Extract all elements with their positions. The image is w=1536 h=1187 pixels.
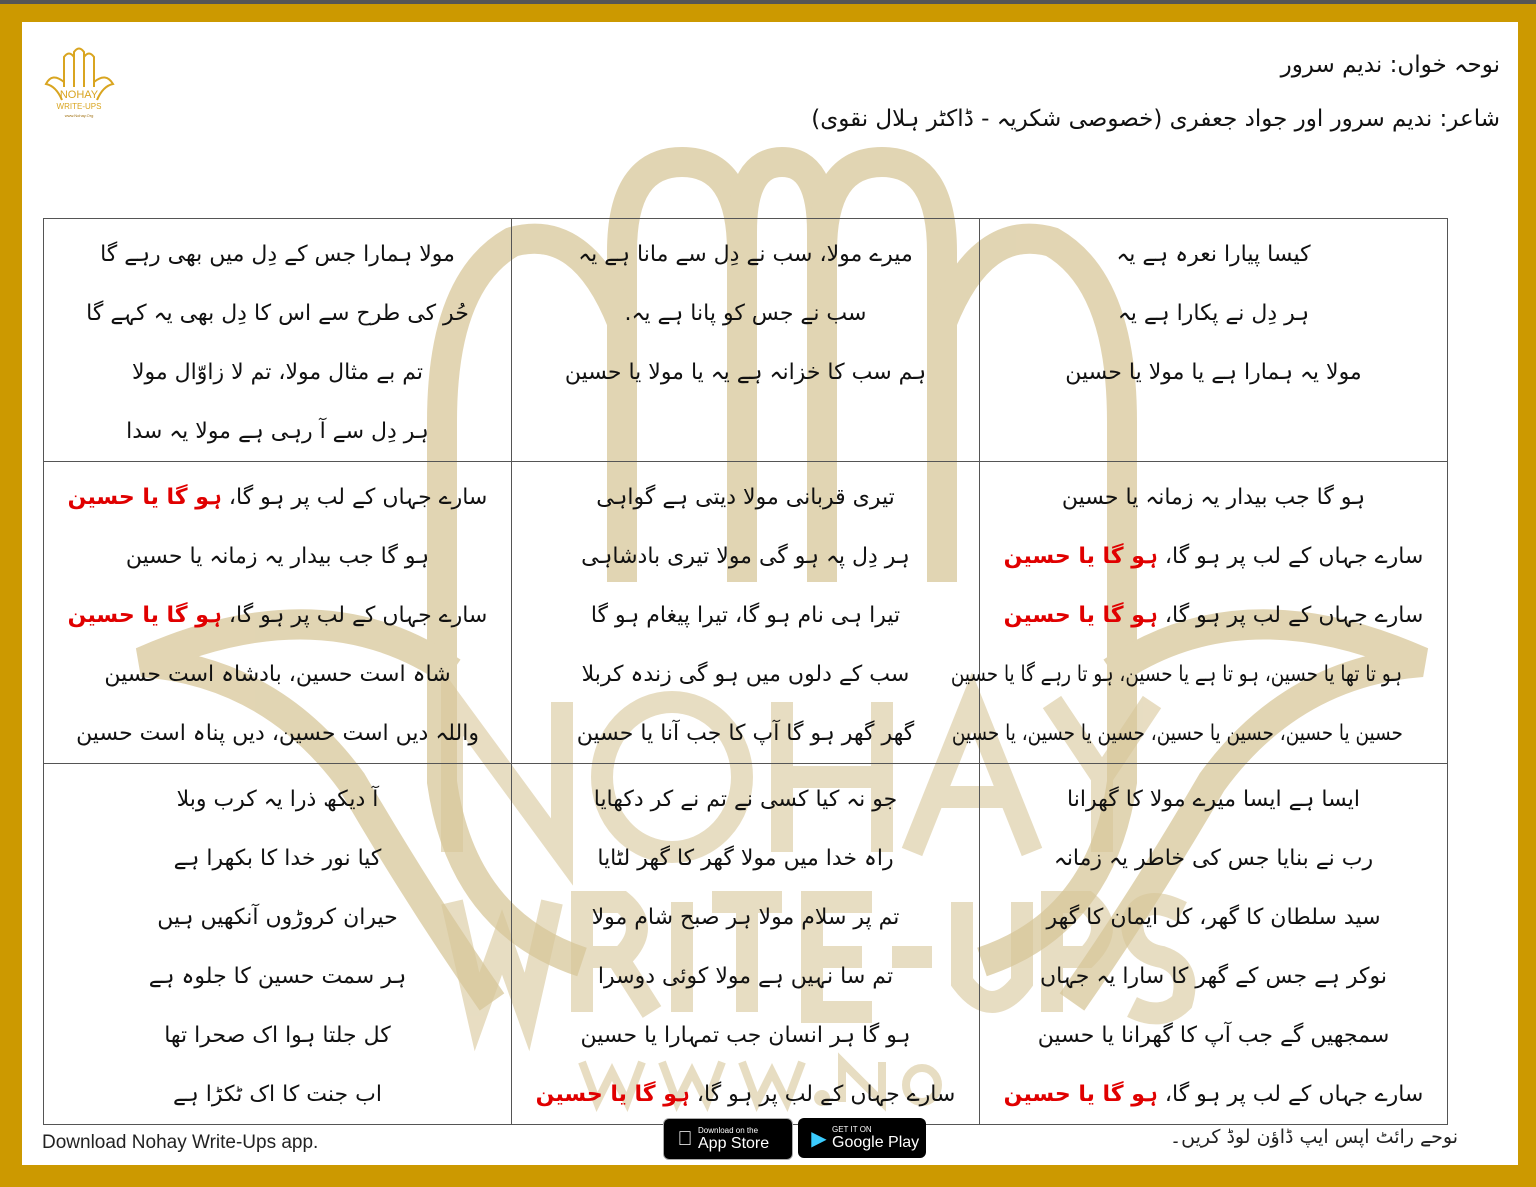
lyric-line <box>512 343 979 402</box>
stanza-cell <box>44 462 512 764</box>
lyric-line <box>512 645 979 704</box>
lyric-line <box>512 225 979 284</box>
lyric-text: حُر کی طرح سے اس کا دِل بھی یہ کہے گا <box>86 301 469 326</box>
app-store-button[interactable]: Download on the App Store <box>663 1118 793 1160</box>
table-row <box>44 219 1448 462</box>
lyric-text: تیرا ہی نام ہو گا، تیرا پیغام ہو گا <box>590 603 901 628</box>
lyric-line <box>512 770 979 829</box>
lyric-text: مولا ہمارا جس کے دِل میں بھی رہے گا <box>100 242 455 267</box>
lyric-line <box>44 225 511 284</box>
lyric-text: ایسا ہے ایسا میرے مولا کا گھرانا <box>1067 787 1360 812</box>
lyric-text: حسین یا حسین، حسین یا حسین، حسین یا حسین، یا حسین <box>952 721 1404 746</box>
lyric-line <box>512 527 979 586</box>
stanza-cell <box>512 764 980 1125</box>
lyric-line <box>44 1065 511 1124</box>
stanza-cell <box>980 764 1448 1125</box>
lyric-text: ہر دِل نے پکارا ہے یہ <box>1117 301 1310 326</box>
lyric-text: سب کے دلوں میں ہو گی زندہ کربلا <box>581 662 910 687</box>
lyric-text: سارے جہاں کے لب پر ہو گا، <box>1157 1082 1424 1107</box>
lyric-line <box>512 829 979 888</box>
lyric-text: کیسا پیارا نعرہ ہے یہ <box>1116 242 1311 267</box>
lyric-text: ہو گا جب بیدار یہ زمانہ یا حسین <box>125 544 430 569</box>
lyric-text: سمجھیں گے جب آپ کا گھرانا یا حسین <box>1037 1023 1390 1048</box>
stanza-cell <box>512 462 980 764</box>
lyric-line <box>950 645 1447 704</box>
document-page <box>22 22 1518 1165</box>
lyric-line <box>44 468 511 527</box>
lyric-line <box>980 829 1447 888</box>
lyric-line <box>44 343 511 402</box>
lyric-line <box>980 343 1447 402</box>
lyric-line <box>44 586 511 645</box>
lyric-text: سارے جہاں کے لب پر ہو گا، <box>221 485 488 510</box>
lyric-line <box>512 468 979 527</box>
lyric-line <box>512 947 979 1006</box>
lyric-line <box>44 284 511 343</box>
stanza-cell <box>44 219 512 462</box>
lyric-text: سارے جہاں کے لب پر ہو گا، <box>689 1082 956 1107</box>
stanza-cell <box>44 764 512 1125</box>
apple-icon <box>672 1128 698 1151</box>
lyric-text: گھر گھر ہو گا آپ کا جب آنا یا حسین <box>576 721 915 746</box>
lyric-line <box>44 829 511 888</box>
lyric-text: واللہ دیں است حسین، دیں پناہ است حسین <box>76 721 479 746</box>
lyric-line <box>512 586 979 645</box>
bottom-border-band <box>0 1165 1536 1187</box>
lyric-line <box>44 888 511 947</box>
download-app-text: Download Nohay Write-Ups app. <box>42 1132 319 1153</box>
table-row <box>44 462 1448 764</box>
lyric-text: سب نے جس کو پانا ہے یہ. <box>624 301 867 326</box>
lyric-text: ہم سب کا خزانہ ہے یہ یا مولا یا حسین <box>564 360 927 385</box>
lyric-text: مولا یہ ہمارا ہے یا مولا یا حسین <box>1065 360 1362 385</box>
google-play-icon: ▶ <box>811 1127 827 1150</box>
lyric-line <box>980 888 1447 947</box>
lyric-line <box>980 284 1447 343</box>
svg-text:WRITE-UPS: WRITE-UPS <box>56 102 102 111</box>
lyric-line <box>44 704 511 763</box>
lyric-text: نوکر ہے جس کے گھر کا سارا یہ جہاں <box>1039 964 1387 989</box>
lyric-line <box>980 586 1447 645</box>
lyric-highlight: ہو گا یا حسین <box>67 485 222 510</box>
lyric-highlight: ہو گا یا حسین <box>67 603 222 628</box>
lyric-text: راہ خدا میں مولا گھر کا گھر لٹایا <box>597 846 894 871</box>
lyric-line <box>980 468 1447 527</box>
lyric-text: اب جنت کا اک ٹکڑا ہے <box>173 1082 382 1107</box>
lyric-text: ہو تا تھا یا حسین، ہو تا ہے یا حسین، ہو تا رہے گا یا حسین <box>950 662 1403 687</box>
lyric-line <box>512 888 979 947</box>
lyric-line <box>512 284 979 343</box>
lyric-line <box>44 645 511 704</box>
svg-text:NOHAY: NOHAY <box>59 89 99 101</box>
lyric-line <box>44 1006 511 1065</box>
svg-text:www.Nohay.Org: www.Nohay.Org <box>64 113 94 118</box>
lyric-highlight: ہو گا یا حسین <box>1003 603 1158 628</box>
lyric-text: آ دیکھ ذرا یہ کرب وبلا <box>176 787 379 812</box>
lyric-line <box>980 527 1447 586</box>
lyric-line <box>980 1065 1447 1124</box>
lyric-text: تم بے مثال مولا، تم لا زاوّال مولا <box>131 360 424 385</box>
lyric-text: تم سا نہیں ہے مولا کوئی دوسرا <box>597 964 894 989</box>
lyric-text: میرے مولا، سب نے دِل سے مانا ہے یہ <box>578 242 913 267</box>
stanza-cell <box>512 219 980 462</box>
lyric-text: سارے جہاں کے لب پر ہو گا، <box>1157 603 1424 628</box>
lyric-line <box>980 770 1447 829</box>
lyric-text: ہر دِل سے آ رہی ہے مولا یہ سدا <box>126 419 429 444</box>
download-app-text-urdu: نوحے رائٹ اپس ایپ ڈاؤن لوڈ کریں۔ <box>1170 1126 1458 1148</box>
lyric-text: ہر دِل پہ ہو گی مولا تیری بادشاہی <box>581 544 910 569</box>
lyric-text: رب نے بنایا جس کی خاطر یہ زمانہ <box>1053 846 1374 871</box>
lyric-line <box>512 1065 979 1124</box>
lyric-line <box>980 225 1447 284</box>
top-edge-line <box>0 0 1536 4</box>
lyric-text: سید سلطان کا گھر، کل ایمان کا گھر <box>1046 905 1381 930</box>
lyric-text: جو نہ کیا کسی نے تم نے کر دکھایا <box>593 787 898 812</box>
lyric-line <box>980 1006 1447 1065</box>
lyric-line <box>44 770 511 829</box>
lyric-highlight: ہو گا یا حسین <box>1003 1082 1158 1107</box>
lyric-line <box>512 1006 979 1065</box>
lyric-text: تیری قربانی مولا دیتی ہے گواہی <box>596 485 895 510</box>
lyrics-table <box>43 218 1448 1125</box>
lyric-line <box>44 527 511 586</box>
lyric-text: تم پر سلام مولا ہر صبح شام مولا <box>591 905 900 930</box>
table-row <box>44 764 1448 1125</box>
lyric-text: شاہ است حسین، بادشاہ است حسین <box>104 662 451 687</box>
lyric-text: سارے جہاں کے لب پر ہو گا، <box>1157 544 1424 569</box>
google-play-button[interactable]: ▶ GET IT ON Google Play <box>798 1118 926 1158</box>
lyric-highlight: ہو گا یا حسین <box>535 1082 690 1107</box>
lyric-text: کیا نور خدا کا بکھرا ہے <box>173 846 382 871</box>
stanza-cell <box>950 462 1448 764</box>
lyric-line <box>512 704 979 763</box>
lyric-text: ہر سمت حسین کا جلوہ ہے <box>148 964 407 989</box>
lyric-text: ہو گا ہر انسان جب تمہارا یا حسین <box>580 1023 911 1048</box>
lyric-text: سارے جہاں کے لب پر ہو گا، <box>221 603 488 628</box>
stanza-cell <box>980 219 1448 462</box>
lyric-text: کل جلتا ہوا اک صحرا تھا <box>164 1023 391 1048</box>
lyric-text: ہو گا جب بیدار یہ زمانہ یا حسین <box>1061 485 1366 510</box>
lyric-line <box>44 402 511 461</box>
lyric-line <box>980 947 1447 1006</box>
nohay-logo <box>42 42 117 122</box>
lyric-text: حیران کروڑوں آنکھیں ہیں <box>157 905 398 930</box>
lyric-line <box>44 947 511 1006</box>
reciter-credit: نوحہ خواں: ندیم سرور <box>1280 52 1500 78</box>
poet-credit: شاعر: ندیم سرور اور جواد جعفری (خصوصی شکریہ - ڈاکٹر ہلال نقوی) <box>811 106 1500 132</box>
lyric-highlight: ہو گا یا حسین <box>1003 544 1158 569</box>
lyric-line <box>952 704 1447 763</box>
